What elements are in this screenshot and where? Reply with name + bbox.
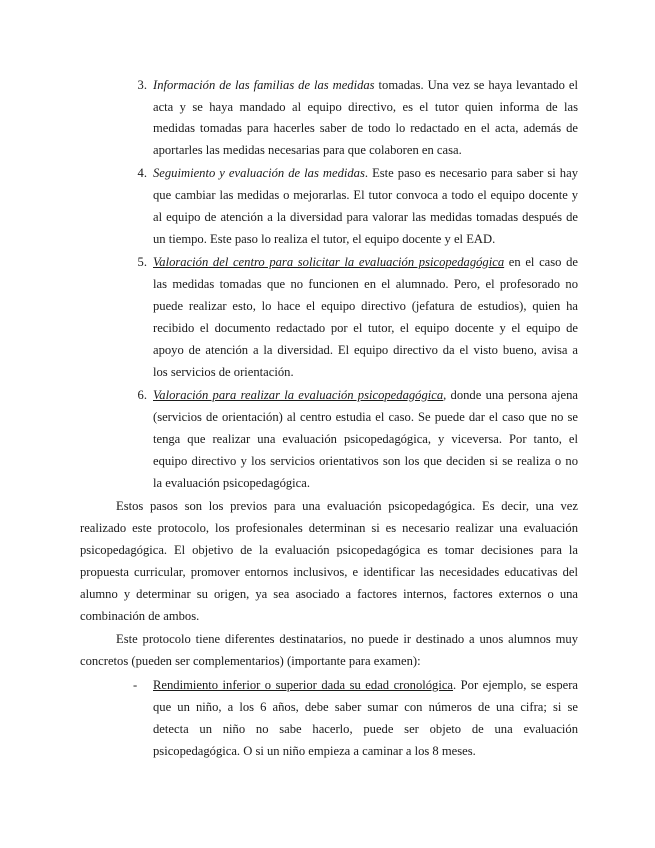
- paragraph-line: psicopedagógica. El objetivo de la evaluación psicopedagógica es tomar decisiones para la: [80, 543, 578, 557]
- item-line: equipo directivo y los servicios orientativos son los que deciden si se realiza o no: [153, 454, 578, 468]
- item-number: 3.: [137, 78, 147, 92]
- item-line: [153, 77, 578, 93]
- paragraph-line: Estos pasos son los previos para una evaluación psicopedagógica. Es decir, una vez: [116, 499, 578, 513]
- item-line: la evaluación psicopedagógica.: [153, 476, 311, 490]
- item-line: al equipo de atención a la diversidad para valorar las medidas tomadas después de: [153, 210, 578, 224]
- paragraph-line: realizado este protocolo, los profesionales determinan si es necesario realizar una evaluación: [80, 521, 578, 535]
- item-line: las medidas tomadas que no funcionen en el alumnado. Pero, el profesorado no: [153, 277, 578, 291]
- item-text: tomadas. Una vez se haya levantado el: [374, 78, 579, 92]
- paragraph-line: concretos (pueden ser complementarios) (importante para examen):: [80, 654, 421, 668]
- bullet-line: [153, 677, 578, 693]
- paragraph-line: combinación de ambos.: [80, 609, 200, 623]
- item-line: tenga que realizar una evaluación psicopedagógica, y viceversa. Por tanto, el: [153, 432, 578, 446]
- item-line: [153, 165, 578, 181]
- item-line: que cambiar las medidas o mejorarlas. El tutor convoca a todo el equipo docente y: [153, 188, 578, 202]
- item-number: 6.: [137, 388, 147, 402]
- item-line: (servicios de orientación) al centro estudia el caso. Se puede dar el caso que no se: [153, 410, 578, 424]
- item-line: los servicios de orientación.: [153, 365, 294, 379]
- item-text: en el caso de: [504, 255, 578, 269]
- item-line: aportarles las medidas necesarias para que colaboren en casa.: [153, 143, 462, 157]
- item-title: Información de las familias de las medidas: [153, 78, 375, 92]
- item-title: Valoración para realizar la evaluación psicopedagógica: [153, 388, 444, 402]
- item-number: 4.: [137, 166, 147, 180]
- bullet-title: Rendimiento inferior o superior dada su edad cronológica: [153, 678, 454, 692]
- item-text: , donde una persona ajena: [443, 388, 578, 402]
- item-line: medidas tomadas para hacerles saber de todo lo redactado en el acta, además de: [153, 121, 578, 135]
- item-line: [153, 387, 578, 403]
- paragraph-line: Este protocolo tiene diferentes destinatarios, no puede ir destinado a unos alumnos muy: [116, 632, 578, 646]
- item-line: [153, 254, 578, 270]
- bullet-text: . Por ejemplo, se espera: [453, 678, 578, 692]
- item-title: Seguimiento y evaluación de las medidas: [153, 166, 365, 180]
- item-number: 5.: [137, 255, 147, 269]
- item-line: acta y se haya mandado al equipo directivo, es el tutor quien informa de las: [153, 100, 578, 114]
- bullet-line: que un niño, a los 6 años, debe saber sumar con números de una cifra; si se: [153, 700, 578, 714]
- item-text: . Este paso es necesario para saber si hay: [364, 166, 578, 180]
- item-line: apoyo de atención a la diversidad. El equipo directivo da el visto bueno, avisa a: [153, 343, 578, 357]
- bullet-marker: -: [133, 678, 138, 692]
- paragraph-line: propuesta curricular, promover entornos inclusivos, e identificar las necesidades educativas del: [80, 565, 578, 579]
- item-line: recibido el documento redactado por el tutor, el equipo docente y el equipo de: [153, 321, 578, 335]
- item-line: un tiempo. Este paso lo realiza el tutor, el equipo docente y el EAD.: [153, 232, 496, 246]
- bullet-line: psicopedagógica. O si un niño empieza a caminar a los 8 meses.: [153, 744, 476, 758]
- paragraph-line: alumno y determinar su origen, ya sea asociado a factores internos, factores externos o una: [80, 587, 578, 601]
- item-title: Valoración del centro para solicitar la evaluación psicopedagógica: [153, 255, 505, 269]
- item-line: puede realizar esto, lo hace el equipo directivo (jefatura de estudios), quien ha: [153, 299, 578, 313]
- bullet-line: detecta un niño no sabe hacerlo, puede ser objeto de una evaluación: [153, 722, 578, 736]
